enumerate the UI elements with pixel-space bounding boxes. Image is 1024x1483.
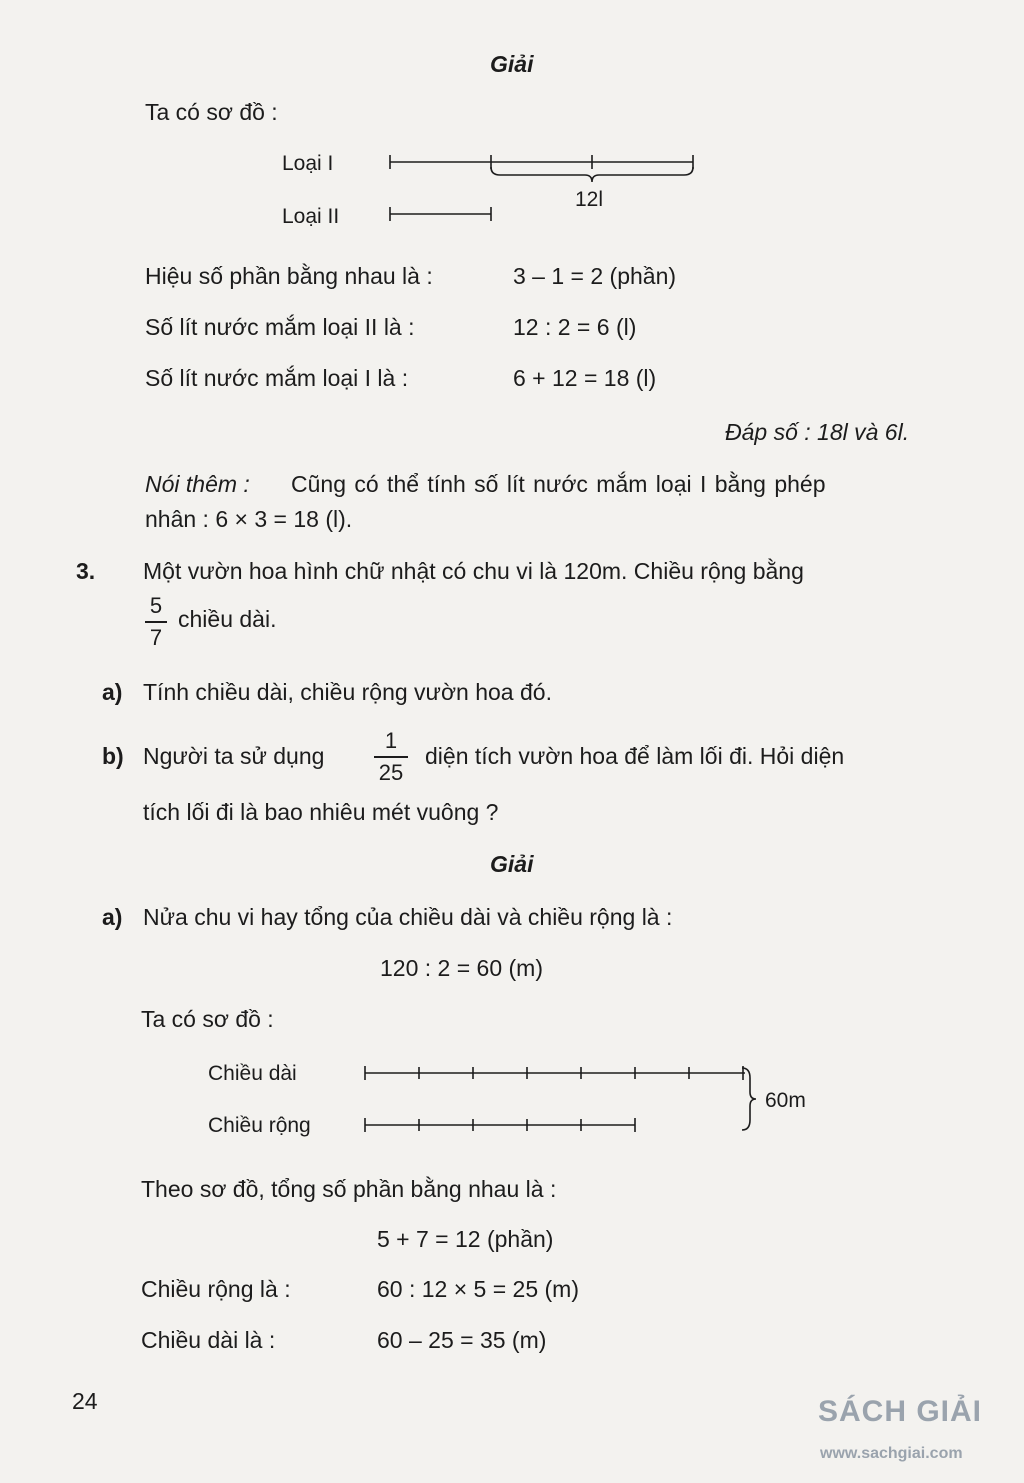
diagram-intro: Ta có sơ đồ : (145, 99, 278, 125)
brace-label: 12l (575, 188, 604, 211)
answer: Đáp số : 18l và 6l. (725, 419, 910, 445)
solution-expr: 60 – 25 = 35 (m) (377, 1327, 547, 1353)
fraction (374, 729, 408, 785)
diagram-intro: Ta có sơ đồ : (141, 1006, 274, 1032)
fraction-numerator: 5 (149, 593, 163, 618)
solution-expr: 120 : 2 = 60 (m) (380, 955, 543, 981)
part-text: Người ta sử dụng (143, 743, 325, 769)
diagram-row-label: Loại I (282, 152, 334, 175)
note-text: Cũng có thể tính số lít nước mắm loại I bằng phép (291, 471, 826, 497)
part-label: a) (102, 679, 123, 705)
part-text: Tính chiều dài, chiều rộng vườn hoa đó. (143, 679, 552, 705)
watermark-url: www.sachgiai.com (820, 1445, 963, 1462)
fraction-bar (145, 621, 167, 623)
problem-text: chiều dài. (178, 606, 277, 632)
solution-heading: Giải (490, 851, 534, 877)
fraction-denominator: 25 (378, 760, 404, 785)
problem-number: 3. (76, 558, 96, 584)
solution-expr: 5 + 7 = 12 (phần) (377, 1226, 554, 1252)
calc-label: Số lít nước mắm loại II là : (145, 314, 415, 340)
part-label: a) (102, 904, 123, 930)
part-text: tích lối đi là bao nhiêu mét vuông ? (143, 799, 499, 825)
solution-heading: Giải (490, 51, 534, 77)
solution-text: Chiều rộng là : (141, 1276, 291, 1302)
brace-label: 60m (765, 1089, 806, 1112)
part-text: diện tích vườn hoa để làm lối đi. Hỏi diện (425, 743, 845, 769)
problem-text: Một vườn hoa hình chữ nhật có chu vi là 120m. Chiều rộng bằng (143, 558, 804, 584)
calc-expr: 12 : 2 = 6 (l) (513, 314, 637, 340)
fraction-denominator: 7 (149, 625, 163, 650)
diagram-row-label: Loại II (282, 205, 340, 228)
calc-label: Hiệu số phần bằng nhau là : (145, 263, 433, 289)
note-text: nhân : 6 × 3 = 18 (l). (145, 506, 353, 532)
note-lead: Nói thêm : (145, 471, 250, 497)
solution-expr: 60 : 12 × 5 = 25 (m) (377, 1276, 580, 1302)
diagram-row-label: Chiều rộng (208, 1114, 311, 1137)
solution-text: Chiều dài là : (141, 1327, 276, 1353)
fraction (145, 594, 167, 650)
diagram-row-label: Chiều dài (208, 1062, 297, 1085)
fraction-bar (374, 756, 408, 758)
calc-label: Số lít nước mắm loại I là : (145, 365, 409, 391)
watermark-logo: SÁCH GIẢI (818, 1395, 983, 1428)
part-label: b) (102, 743, 124, 769)
calc-expr: 3 – 1 = 2 (phần) (513, 263, 677, 289)
solution-text: Nửa chu vi hay tổng của chiều dài và chiều rộng là : (143, 904, 673, 930)
solution-text: Theo sơ đồ, tổng số phần bằng nhau là : (141, 1176, 557, 1202)
fraction-numerator: 1 (384, 728, 398, 753)
calc-expr: 6 + 12 = 18 (l) (513, 365, 657, 391)
page-number: 24 (72, 1388, 98, 1414)
